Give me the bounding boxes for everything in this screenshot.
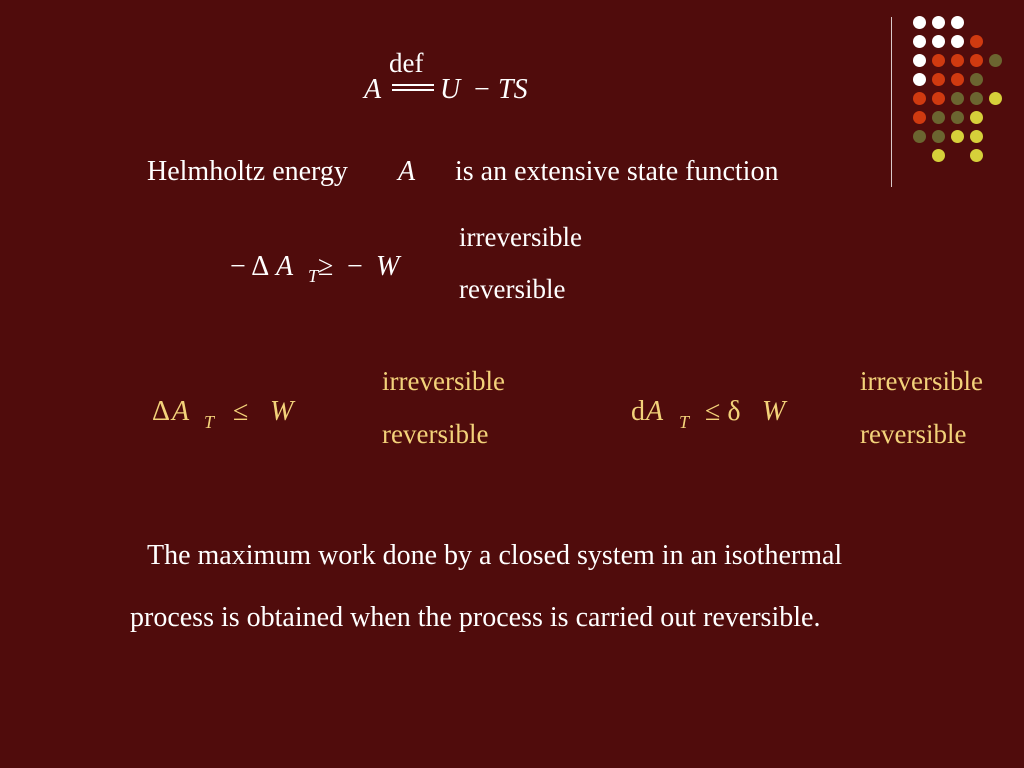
decor-dot: [932, 73, 945, 86]
ineq3-relation: ≤ δ: [705, 396, 741, 427]
decor-dot: [989, 92, 1002, 105]
ineq1-subscript: T: [308, 266, 319, 286]
statement-suffix: is an extensive state function: [455, 156, 779, 187]
decor-dot: [951, 111, 964, 124]
ineq3-case-reversible: reversible: [860, 419, 967, 449]
ineq2-case-reversible: reversible: [382, 419, 489, 449]
decor-dot: [913, 73, 926, 86]
decor-dot: [970, 73, 983, 86]
conclusion-line-1: The maximum work done by a closed system in an isothermal: [147, 540, 843, 571]
decor-dot: [989, 54, 1002, 67]
ineq1-relation: ≥: [318, 251, 334, 282]
decor-dot: [932, 35, 945, 48]
statement-prefix: Helmholtz energy: [147, 156, 348, 187]
ineq1-neg-delta: − Δ: [230, 251, 270, 282]
def-bar-top: [392, 84, 434, 86]
decor-dot: [970, 92, 983, 105]
decor-dot: [913, 16, 926, 29]
ineq1-case-reversible: reversible: [459, 274, 566, 304]
decor-dot: [951, 92, 964, 105]
decor-dot: [970, 35, 983, 48]
def-rhs-u: U: [440, 74, 461, 105]
def-label: def: [389, 48, 424, 78]
ineq2-symbol: A: [172, 396, 190, 427]
ineq3-case-irreversible: irreversible: [860, 366, 983, 396]
ineq2-case-irreversible: irreversible: [382, 366, 505, 396]
ineq1-rhs-symbol: W: [376, 251, 400, 282]
decor-dot: [913, 92, 926, 105]
decor-dot: [932, 54, 945, 67]
ineq1-case-irreversible: irreversible: [459, 222, 582, 252]
decor-dot: [932, 16, 945, 29]
decor-dot: [932, 92, 945, 105]
decor-dot: [970, 130, 983, 143]
decor-dot: [970, 54, 983, 67]
def-rhs-ts: TS: [498, 74, 528, 105]
ineq3-rhs-symbol: W: [762, 396, 786, 427]
decor-dot: [932, 111, 945, 124]
decor-dot: [951, 130, 964, 143]
decor-dot: [970, 149, 983, 162]
ineq2-delta: Δ: [152, 396, 171, 427]
decor-dot: [932, 149, 945, 162]
divider-line: [891, 17, 892, 187]
decor-dot: [932, 130, 945, 143]
decor-dot: [913, 35, 926, 48]
conclusion-line-2: process is obtained when the process is carried out reversible.: [130, 602, 821, 633]
statement-symbol: A: [398, 156, 416, 187]
decor-dot: [951, 16, 964, 29]
ineq3-subscript: T: [679, 412, 690, 432]
decor-dot: [951, 73, 964, 86]
def-rhs-minus: −: [474, 74, 490, 105]
ineq3-d: d: [631, 396, 645, 427]
def-lhs: A: [364, 74, 382, 105]
ineq2-rhs-symbol: W: [270, 396, 294, 427]
def-bar-bottom: [392, 89, 434, 91]
decor-dot: [913, 54, 926, 67]
decor-dot: [951, 35, 964, 48]
ineq1-symbol: A: [276, 251, 294, 282]
ineq2-subscript: T: [204, 412, 215, 432]
decor-dot: [913, 111, 926, 124]
ineq3-symbol: A: [646, 396, 664, 427]
decor-dot: [913, 130, 926, 143]
ineq1-rhs-minus: −: [347, 251, 363, 282]
decor-dot: [951, 54, 964, 67]
decor-dot: [970, 111, 983, 124]
ineq2-relation: ≤: [233, 396, 249, 427]
